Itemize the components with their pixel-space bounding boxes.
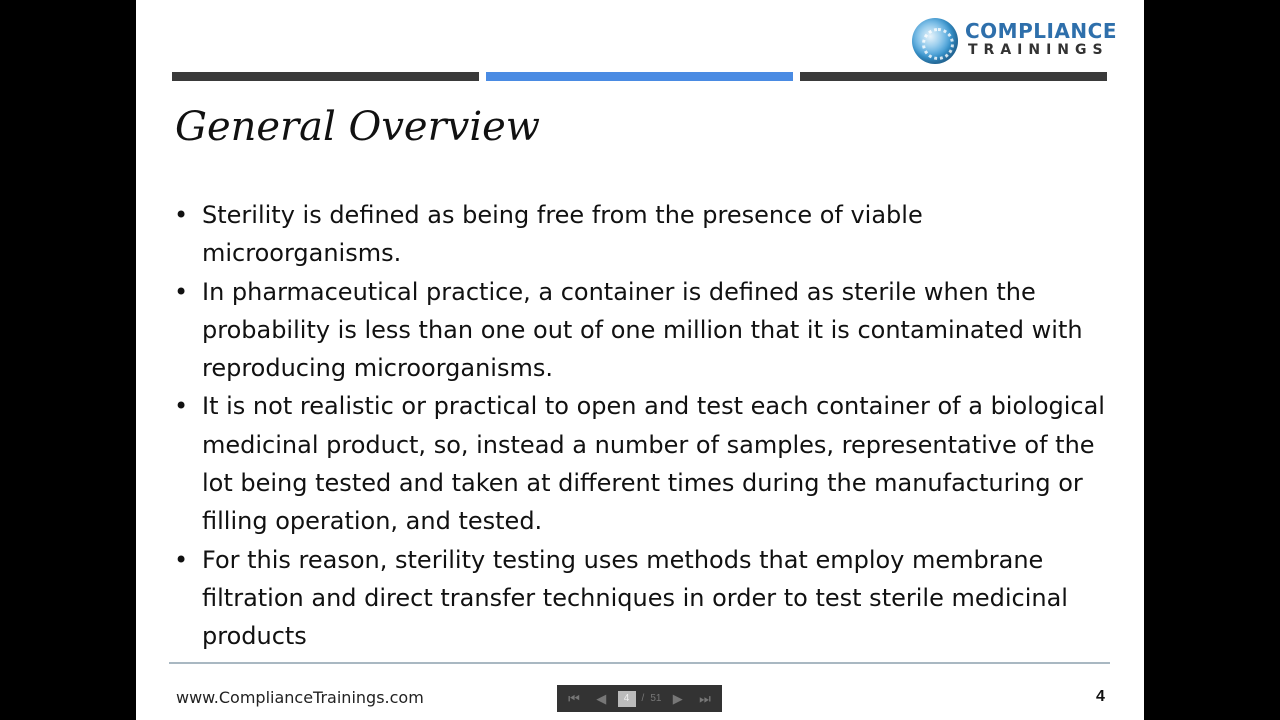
slide (136, 0, 1144, 720)
prev-page-icon[interactable]: ◀ (596, 690, 607, 706)
first-page-icon[interactable]: ⏮ (568, 690, 580, 706)
page-number: 4 (1096, 688, 1105, 705)
bullet-list (172, 196, 1112, 656)
bullet-item: • It is not realistic or practical to open and test each container of a biological medicinal product, so, instead a number of samples, representative of the lot being tested and taken at different times during the manufacturing or filling operation, and tested. (172, 387, 1112, 540)
next-page-icon[interactable]: ▶ (672, 690, 683, 706)
slide-navigator (557, 685, 722, 712)
logo-text-line2: TRAININGS (968, 42, 1109, 58)
page-separator: / (641, 693, 645, 704)
header-stripe-right (800, 72, 1107, 81)
footer-divider (169, 662, 1110, 664)
total-pages: 51 (650, 693, 662, 704)
slide-title: General Overview (175, 104, 541, 150)
compliance-trainings-logo (912, 16, 1117, 64)
header-stripe-left (172, 72, 479, 81)
globe-icon (912, 18, 958, 64)
footer-url: www.ComplianceTrainings.com (176, 688, 424, 707)
bullet-item: • For this reason, sterility testing uses methods that employ membrane filtration and direct transfer techniques in order to test sterile medicinal products (172, 541, 1112, 656)
last-page-icon[interactable]: ⏭ (699, 690, 711, 706)
bullet-item: • Sterility is defined as being free from the presence of viable microorganisms. (172, 196, 1112, 273)
header-stripe-center (486, 72, 793, 81)
logo-text-line1: COMPLIANCE (965, 19, 1117, 43)
current-page-input[interactable]: 4 (618, 691, 636, 707)
bullet-item: • In pharmaceutical practice, a container is defined as sterile when the probability is less than one out of one million that it is contaminated with reproducing microorganisms. (172, 273, 1112, 388)
page-indicator (618, 691, 662, 707)
